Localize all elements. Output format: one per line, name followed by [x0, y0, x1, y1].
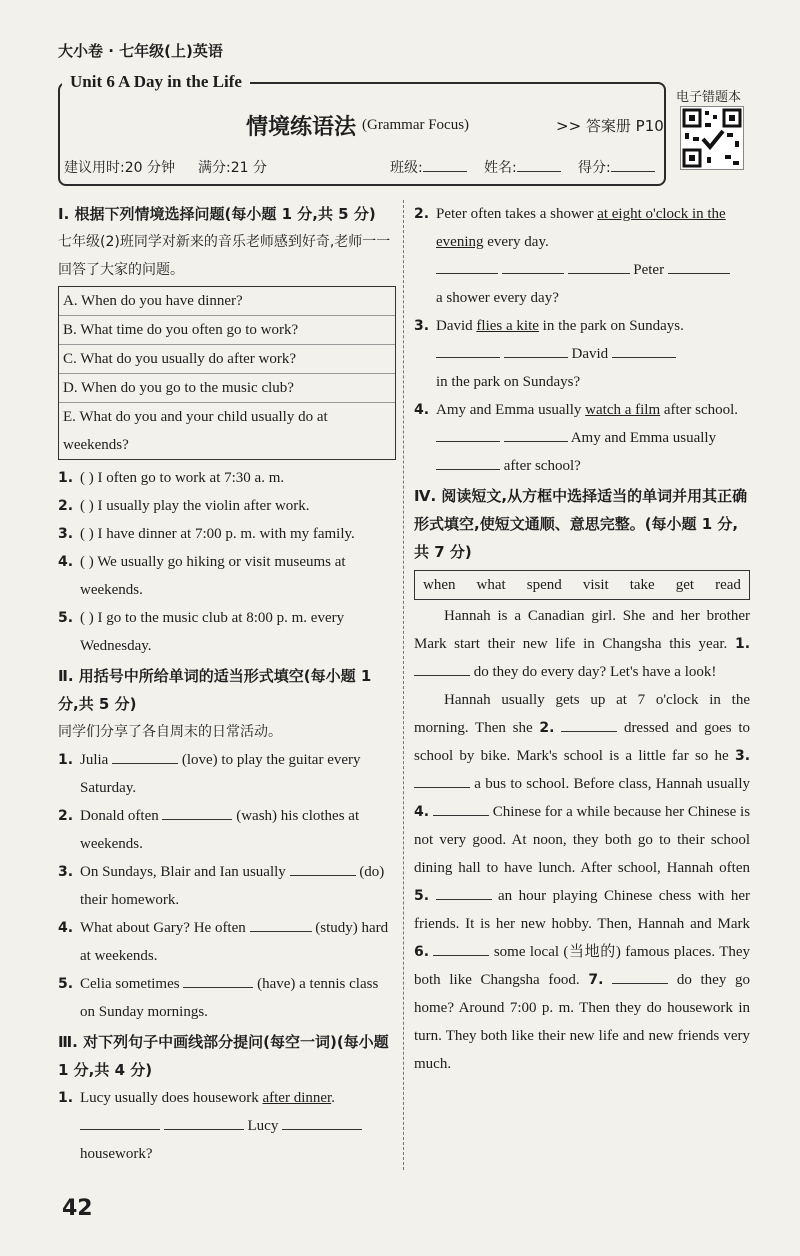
option-c: C. What do you usually do after work?	[59, 344, 395, 373]
answer-text: housework?	[80, 1146, 153, 1162]
qr-label: 电子错题本	[676, 90, 742, 105]
word-option: visit	[582, 577, 609, 593]
question-text: Peter often takes a shower	[436, 206, 598, 222]
section-2-title: Ⅱ. 用括号中所给单词的适当形式填空(每小题 1 分,共 5 分)	[58, 667, 372, 713]
passage-text: a bus to school. Before class, Hannah usually	[474, 776, 750, 792]
question-number: 1.	[58, 752, 74, 768]
answer-blank[interactable]	[414, 773, 470, 788]
section-1-intro: 七年级(2)班同学对新来的音乐老师感到好奇,老师一一回答了大家的问题。	[58, 234, 391, 278]
passage-text: do they go home? Around 7:00 p. m. Then they do housework in turn. They both like their new life and new friends very much.	[414, 972, 751, 1072]
question-number: 3.	[58, 864, 74, 880]
answer-blank[interactable]	[80, 1115, 160, 1130]
answer-blank[interactable]	[162, 805, 232, 820]
question-text: (do) their homework.	[80, 864, 385, 908]
word-option: spend	[526, 577, 562, 593]
s2-question-3	[58, 858, 396, 914]
answer-text: Lucy	[247, 1118, 279, 1134]
answer-blank[interactable]	[414, 661, 470, 676]
name-field[interactable]	[517, 157, 561, 172]
question-number: 2.	[414, 206, 430, 222]
answer-text: after school?	[503, 458, 581, 474]
s1-question-2[interactable]	[58, 492, 396, 520]
underlined-phrase: watch a film	[585, 402, 661, 418]
section-1-title: Ⅰ. 根据下列情境选择问题(每小题 1 分,共 5 分)	[58, 205, 376, 223]
answer-blank[interactable]	[183, 973, 253, 988]
underlined-phrase: flies a kite	[476, 318, 539, 334]
question-number: 2.	[58, 808, 74, 824]
question-text: Lucy usually does housework	[80, 1090, 263, 1106]
answer-blank[interactable]	[504, 427, 568, 442]
answer-blank[interactable]	[502, 259, 564, 274]
answer-blank[interactable]	[436, 427, 500, 442]
word-option: get	[675, 577, 695, 593]
question-number: 5.	[58, 610, 74, 626]
answer-text: Amy and Emma usually	[570, 430, 717, 446]
section-3-title: Ⅲ. 对下列句子中画线部分提问(每空一词)(每小题 1 分,共 4 分)	[58, 1033, 389, 1079]
option-a: A. When do you have dinner?	[63, 293, 243, 309]
passage-text: some local (当地的) famous places. They both like Changsha food.	[414, 944, 751, 988]
right-column	[414, 200, 750, 1078]
blank-number: 6.	[414, 944, 430, 960]
question-text: Julia	[80, 752, 109, 768]
passage-paragraph-2	[414, 686, 750, 1078]
page-number: 42	[62, 1196, 93, 1221]
question-text: every day.	[483, 234, 549, 250]
question-text: ( ) I usually play the violin after work.	[80, 498, 310, 514]
question-text: (study) hard at weekends.	[80, 920, 389, 964]
suggested-time: 建议用时:20 分钟	[64, 160, 175, 176]
section-2-intro: 同学们分享了各自周末的日常活动。	[58, 724, 282, 740]
score-field[interactable]	[611, 157, 655, 172]
question-text: Amy and Emma usually	[436, 402, 586, 418]
answer-blank[interactable]	[612, 969, 668, 984]
question-number: 1.	[58, 1090, 74, 1106]
s3-question-3	[414, 312, 750, 396]
s2-question-5	[58, 970, 396, 1026]
question-text: after school.	[660, 402, 739, 418]
class-field[interactable]	[423, 157, 467, 172]
option-b: B. What time do you often go to work?	[59, 315, 395, 344]
unit-label: Unit 6 A Day in the Life	[62, 72, 250, 92]
score-label: 得分:	[578, 160, 611, 176]
question-number: 4.	[58, 554, 74, 570]
question-text: ( ) I often go to work at 7:30 a. m.	[80, 470, 285, 486]
question-number: 4.	[58, 920, 74, 936]
question-text: (have) a tennis class on Sunday mornings.	[80, 976, 379, 1020]
qr-code-icon[interactable]	[680, 106, 744, 170]
s2-question-1	[58, 746, 396, 802]
word-option: take	[629, 577, 655, 593]
question-text: in the park on Sundays.	[538, 318, 684, 334]
full-score: 满分:21 分	[198, 160, 267, 176]
question-number: 3.	[58, 526, 74, 542]
option-d: D. When do you go to the music club?	[59, 373, 395, 402]
options-box	[58, 286, 396, 460]
answer-text: Peter	[633, 262, 665, 278]
class-label: 班级:	[390, 160, 423, 176]
answer-blank[interactable]	[668, 259, 730, 274]
answer-text: David	[571, 346, 609, 362]
blank-number: 7.	[588, 972, 604, 988]
s1-question-1[interactable]	[58, 464, 396, 492]
question-text: ( ) I go to the music club at 8:00 p. m. every Wednesday.	[80, 610, 345, 654]
question-number: 5.	[58, 976, 74, 992]
passage-text: Hannah is a Canadian girl. She and her brother Mark start their new life in Changsha this year.	[414, 608, 750, 652]
question-text: .	[331, 1090, 335, 1106]
answer-blank[interactable]	[612, 343, 676, 358]
answer-blank[interactable]	[436, 455, 500, 470]
question-text: David	[436, 318, 477, 334]
s1-question-5[interactable]	[58, 604, 396, 660]
passage-text: dressed and goes to school by bike. Mark's school is a little far so he	[414, 720, 750, 764]
s3-question-1	[58, 1084, 396, 1168]
section-4-title: Ⅳ. 阅读短文,从方框中选择适当的单词并用其正确形式填空,使短文通顺、意思完整。(每小题 1 分,共 7 分)	[414, 487, 748, 561]
word-box	[414, 570, 750, 600]
answer-reference: >> 答案册 P10	[556, 117, 664, 135]
question-text: What about Gary? He often	[80, 920, 246, 936]
blank-number: 4.	[414, 804, 430, 820]
question-text: ( ) We usually go hiking or visit museums at weekends.	[80, 554, 346, 598]
answer-blank[interactable]	[433, 801, 489, 816]
section-subtitle: (Grammar Focus)	[362, 117, 470, 133]
underlined-phrase: after dinner	[262, 1090, 332, 1106]
question-text: Donald often	[80, 808, 159, 824]
answer-blank[interactable]	[112, 749, 178, 764]
question-number: 1.	[58, 470, 74, 486]
question-number: 3.	[414, 318, 430, 334]
s3-question-4	[414, 396, 750, 480]
section-title: 情境练语法	[246, 115, 357, 140]
answer-blank[interactable]	[433, 941, 489, 956]
blank-number: 5.	[414, 888, 430, 904]
column-divider	[403, 200, 404, 1170]
question-text: ( ) I have dinner at 7:00 p. m. with my family.	[80, 526, 355, 542]
word-option: read	[715, 577, 741, 593]
word-option: when	[423, 577, 456, 593]
answer-blank[interactable]	[568, 259, 630, 274]
question-text: (wash) his clothes at weekends.	[80, 808, 360, 852]
s1-question-3[interactable]	[58, 520, 396, 548]
question-text: On Sundays, Blair and Ian usually	[80, 864, 286, 880]
answer-blank[interactable]	[436, 885, 492, 900]
passage-text: Chinese for a while because her Chinese is not very good. At noon, they both go to their school dining hall to have lunch. After school, Hannah often	[414, 804, 751, 876]
option-e: E. What do you and your child usually do at weekends?	[59, 402, 395, 459]
question-number: 4.	[414, 402, 430, 418]
answer-text: a shower every day?	[436, 290, 559, 306]
series-title: 大小卷 · 七年级(上)英语	[58, 42, 223, 60]
blank-number: 3.	[734, 748, 751, 764]
question-text: (love) to play the guitar every Saturday.	[80, 752, 361, 796]
question-text: Celia sometimes	[80, 976, 180, 992]
answer-blank[interactable]	[164, 1115, 244, 1130]
passage-text: an hour playing Chinese chess with her friends. It is her new hobby. Then, Hannah and Mark	[414, 888, 751, 932]
s3-question-2	[414, 200, 750, 312]
word-option: what	[476, 577, 506, 593]
passage-text: Hannah usually gets up at 7 o'clock in the morning. Then she	[414, 692, 750, 736]
answer-blank[interactable]	[504, 343, 568, 358]
name-label: 姓名:	[484, 160, 517, 176]
answer-blank[interactable]	[282, 1115, 362, 1130]
s2-question-4	[58, 914, 396, 970]
answer-blank[interactable]	[436, 259, 498, 274]
s1-question-4[interactable]	[58, 548, 396, 604]
answer-blank[interactable]	[290, 861, 356, 876]
answer-blank[interactable]	[250, 917, 312, 932]
answer-blank[interactable]	[561, 717, 617, 732]
left-column	[58, 200, 396, 1168]
blank-number: 2.	[539, 720, 555, 736]
question-number: 2.	[58, 498, 74, 514]
answer-text: in the park on Sundays?	[436, 374, 581, 390]
passage-text: do they do every day? Let's have a look!	[473, 664, 717, 680]
passage-paragraph-1	[414, 602, 750, 686]
s2-question-2	[58, 802, 396, 858]
blank-number: 1.	[734, 636, 751, 652]
answer-blank[interactable]	[436, 343, 500, 358]
underlined-phrase: at eight o'clock in the evening	[436, 206, 726, 250]
